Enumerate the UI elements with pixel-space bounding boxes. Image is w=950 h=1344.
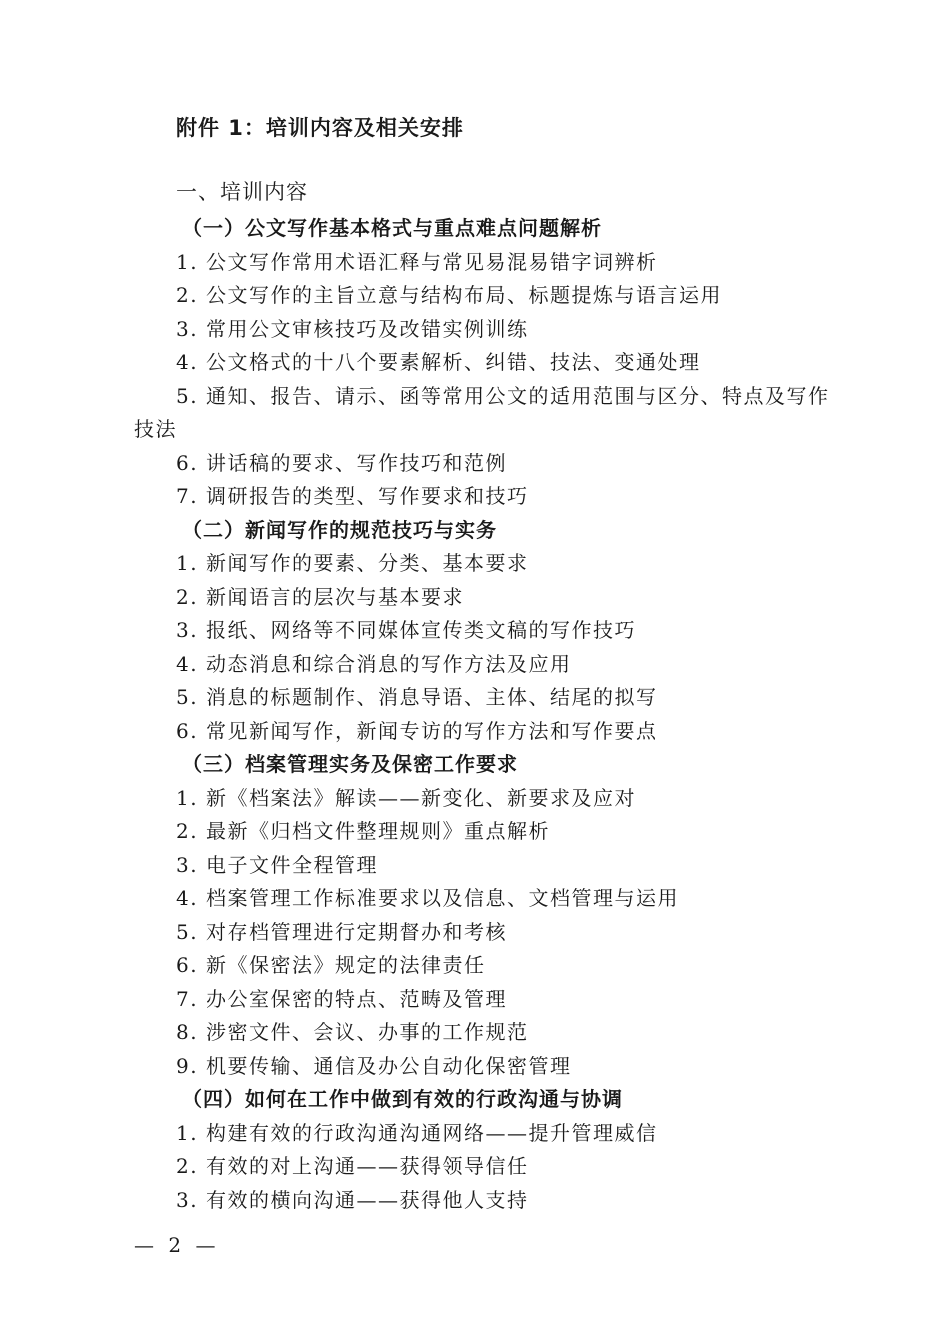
list-item: 5. 通知、报告、请示、函等常用公文的适用范围与区分、特点及写作: [176, 383, 830, 408]
list-item: 2. 公文写作的主旨立意与结构布局、标题提炼与语言运用: [176, 283, 722, 307]
section-heading: （四）如何在工作中做到有效的行政沟通与协调: [182, 1087, 623, 1111]
list-item: 1. 新闻写作的要素、分类、基本要求: [176, 551, 529, 575]
list-item: 2. 新闻语言的层次与基本要求: [176, 584, 464, 609]
list-item: 6. 讲话稿的要求、写作技巧和范例: [176, 450, 507, 475]
list-item: 3. 电子文件全程管理: [176, 852, 378, 877]
list-item: 4. 公文格式的十八个要素解析、纠错、技法、变通处理: [176, 350, 701, 374]
section-heading: （二）新闻写作的规范技巧与实务: [182, 517, 497, 542]
list-item: 1. 公文写作常用术语汇释与常见易混易错字词辨析: [176, 249, 658, 274]
page-number: — 2 —: [134, 1233, 220, 1257]
attachment-title: 附件 1：培训内容及相关安排: [176, 116, 464, 140]
list-item: 7. 办公室保密的特点、范畴及管理: [176, 986, 507, 1011]
list-item: 3. 常用公文审核技巧及改错实例训练: [176, 316, 529, 341]
list-item: 5. 消息的标题制作、消息导语、主体、结尾的拟写: [176, 685, 658, 709]
list-item: 1. 新《档案法》解读——新变化、新要求及应对: [176, 785, 636, 810]
training-content-list: [134, 212, 856, 1217]
section-title: 一、培训内容: [176, 180, 308, 204]
list-item: 5. 对存档管理进行定期督办和考核: [176, 919, 507, 944]
section-heading: （三）档案管理实务及保密工作要求: [182, 752, 518, 776]
list-item: 7. 调研报告的类型、写作要求和技巧: [176, 484, 529, 508]
list-item: 2. 有效的对上沟通——获得领导信任: [176, 1154, 529, 1178]
list-item: 6. 常见新闻写作，新闻专访的写作方法和写作要点: [176, 718, 658, 743]
list-item: 8. 涉密文件、会议、办事的工作规范: [176, 1020, 529, 1044]
list-item: 6. 新《保密法》规定的法律责任: [176, 953, 486, 977]
list-item: 3. 报纸、网络等不同媒体宣传类文稿的写作技巧: [176, 618, 636, 642]
list-item: 1. 构建有效的行政沟通沟通网络——提升管理威信: [176, 1120, 658, 1145]
list-item-continuation: 技法: [134, 417, 177, 441]
list-item: 4. 档案管理工作标准要求以及信息、文档管理与运用: [176, 886, 679, 910]
list-item: 4. 动态消息和综合消息的写作方法及应用: [176, 651, 572, 676]
section-heading: （一）公文写作基本格式与重点难点问题解析: [182, 216, 602, 240]
list-item: 3. 有效的横向沟通——获得他人支持: [176, 1187, 529, 1212]
list-item: 2. 最新《归档文件整理规则》重点解析: [176, 819, 550, 843]
list-item: 9. 机要传输、通信及办公自动化保密管理: [176, 1053, 572, 1078]
